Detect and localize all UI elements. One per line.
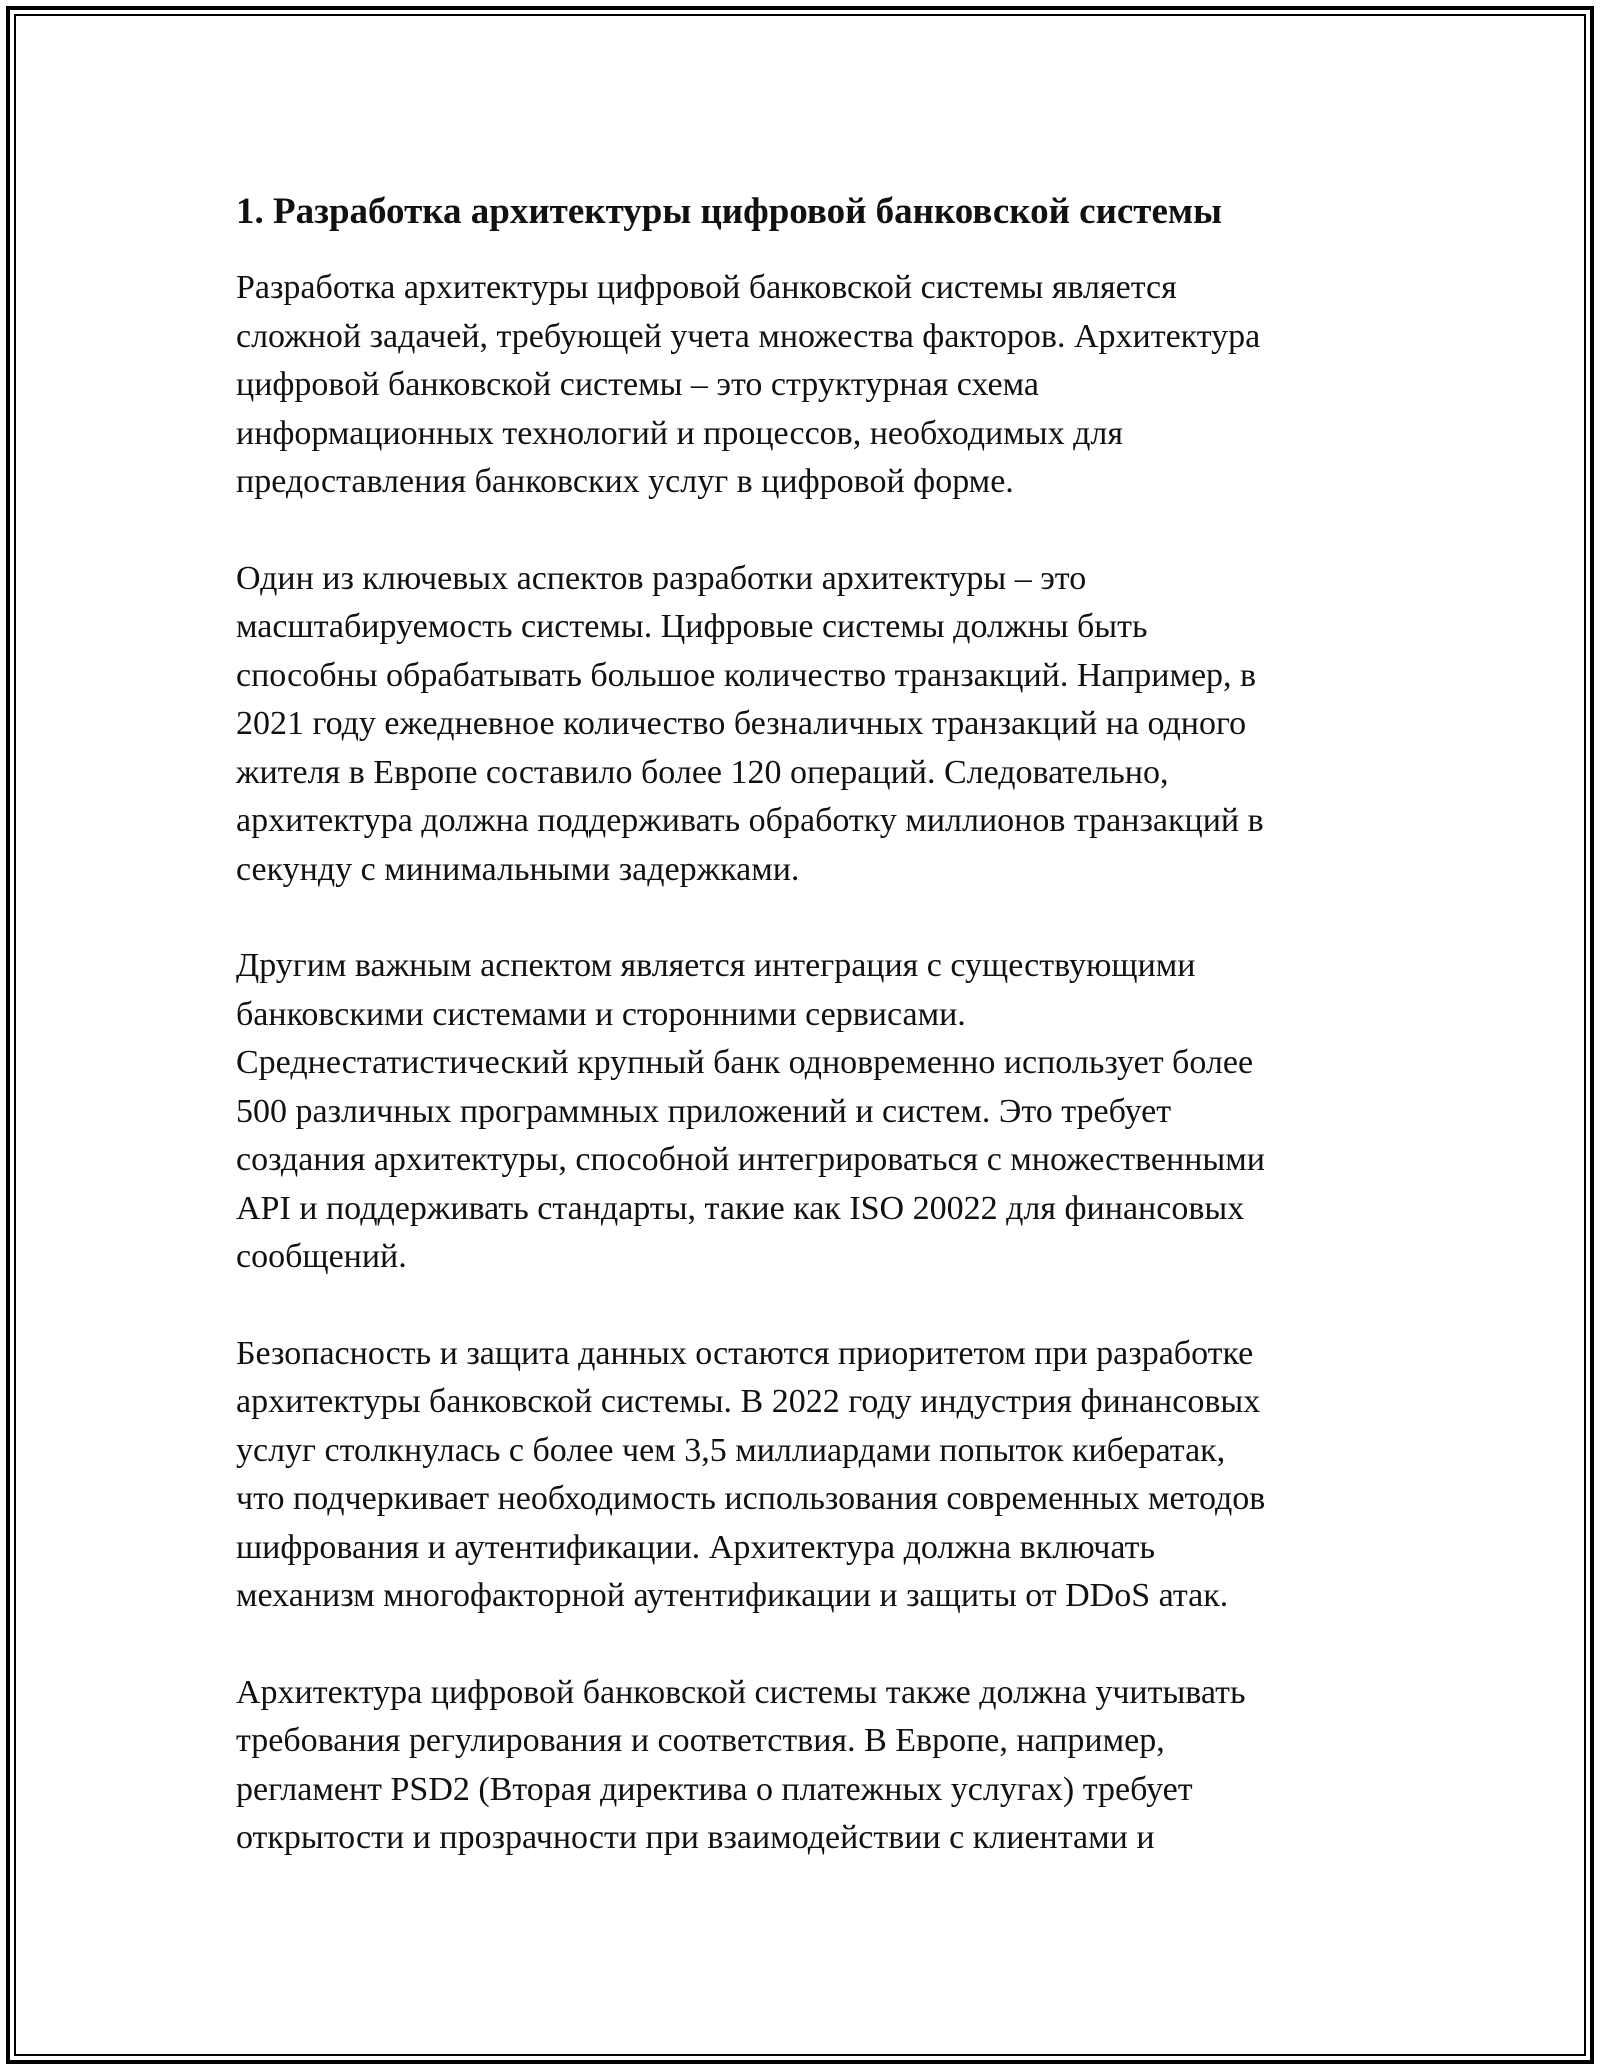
text-line: 2021 году ежедневное количество безналичных транзакций на одного	[236, 705, 1247, 742]
text-line: Разработка архитектуры цифровой банковской системы является	[236, 269, 1177, 306]
text-line: сообщений.	[236, 1238, 407, 1275]
paragraph-5	[236, 1669, 1376, 1863]
text-line: услуг столкнулась с более чем 3,5 миллиардами попыток кибератак,	[236, 1431, 1226, 1469]
text-line: способны обрабатывать большое количество транзакций. Например, в	[236, 656, 1257, 694]
paragraph-4	[236, 1330, 1376, 1621]
text-line: шифрования и аутентификации. Архитектура должна включать	[236, 1528, 1155, 1566]
section-heading: 1. Разработка архитектуры цифровой банковской системы	[236, 191, 1222, 232]
text-line: API и поддерживать стандарты, такие как ISO 20022 для финансовых	[236, 1189, 1245, 1227]
text-line: информационных технологий и процессов, необходимых для	[236, 414, 1123, 452]
text-line: жителя в Европе составило более 120 операций. Следовательно,	[236, 753, 1169, 791]
text-line: цифровой банковской системы – это структурная схема	[236, 366, 1040, 403]
text-line: что подчеркивает необходимость использования современных методов	[236, 1480, 1266, 1517]
paragraph-3	[236, 942, 1376, 1282]
paragraph-1	[236, 264, 1376, 507]
text-line: создания архитектуры, способной интегрироваться с множественными	[236, 1141, 1265, 1178]
text-line: Другим важным аспектом является интеграция с существующими	[236, 947, 1196, 984]
text-line: Среднестатистический крупный банк одновременно использует более	[236, 1044, 1254, 1081]
document-body	[236, 186, 1376, 1911]
text-line: предоставления банковских услуг в цифровой форме.	[236, 463, 1014, 500]
text-line: механизм многофакторной аутентификации и защиты от DDoS атак.	[236, 1577, 1229, 1614]
text-line: открытости и прозрачности при взаимодействии с клиентами и	[236, 1819, 1155, 1856]
text-line: Безопасность и защита данных остаются приоритетом при разработке	[236, 1334, 1254, 1372]
text-line: секунду с минимальными задержками.	[236, 850, 800, 888]
text-line: архитектуры банковской системы. В 2022 году индустрия финансовых	[236, 1383, 1261, 1420]
text-line: банковскими системами и сторонними сервисами.	[236, 995, 966, 1033]
text-line: 500 различных программных приложений и систем. Это требует	[236, 1092, 1172, 1130]
text-line: сложной задачей, требующей учета множества факторов. Архитектура	[236, 317, 1261, 355]
text-line: регламент PSD2 (Вторая директива о платежных услугах) требует	[236, 1770, 1193, 1808]
text-line: Архитектура цифровой банковской системы также должна учитывать	[236, 1673, 1246, 1711]
text-line: масштабируемость системы. Цифровые системы должны быть	[236, 608, 1148, 645]
text-line: Один из ключевых аспектов разработки архитектуры – это	[236, 559, 1087, 597]
paragraph-2	[236, 555, 1376, 895]
text-line: требования регулирования и соответствия. В Европе, например,	[236, 1722, 1165, 1759]
text-line: архитектура должна поддерживать обработку миллионов транзакций в	[236, 802, 1264, 839]
